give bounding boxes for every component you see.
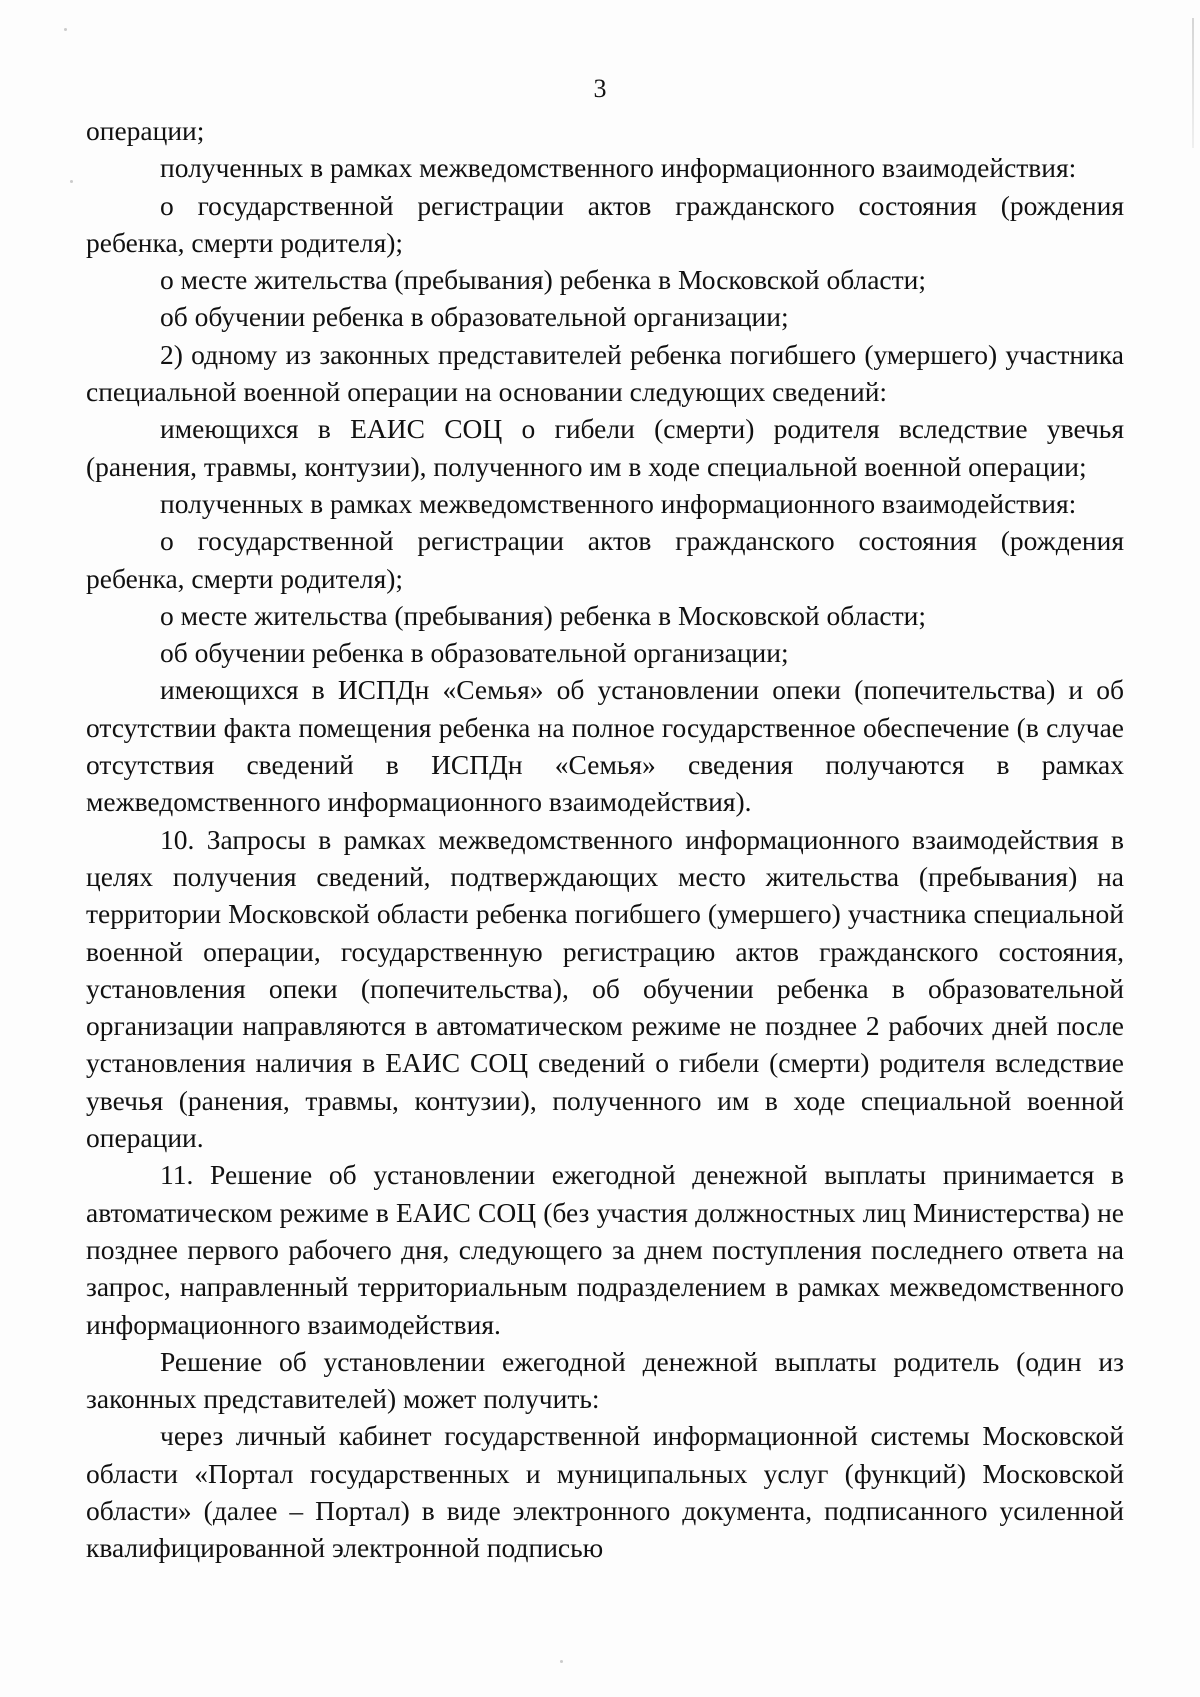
paragraph: о месте жительства (пребывания) ребенка в Московской области; xyxy=(160,264,927,296)
paragraph: о государственной регистрации актов гражданского состояния (рождения ребенка, смерти родителя); xyxy=(86,525,1124,594)
scan-speck xyxy=(70,180,73,183)
paragraph: через личный кабинет государственной информационной системы Московской области «Портал государственных и муниципальных услуг (функций) Московской области» (далее – Портал) в виде электронного документа, подписанного усиленной квалифицированной электронной подписью xyxy=(86,1420,1124,1564)
paragraph: об обучении ребенка в образовательной организации; xyxy=(160,637,789,669)
paragraph: 2) одному из законных представителей ребенка погибшего (умершего) участника специальной военной операции на основании следующих сведений: xyxy=(86,338,1124,408)
paragraph: об обучении ребенка в образовательной организации; xyxy=(160,301,789,333)
paragraph: 10. Запросы в рамках межведомственного информационного взаимодействия в целях получения сведений, подтверждающих место жительства (пребывания) на территории Московской области ребенка погибшего (умершего) участника специальной военной операции, государственную регистрацию актов гражданского состояния, установления опеки (попечительства), об обучении ребенка в образовательной организации направляются в автоматическом режиме не позднее 2 рабочих дней после установления наличия в ЕАИС СОЦ сведений о гибели (смерти) родителя вследствие увечья (ранения, травмы, контузии), полученного им в ходе специальной военной операции. xyxy=(86,823,1124,1154)
paragraph: о месте жительства (пребывания) ребенка в Московской области; xyxy=(160,599,927,631)
paragraph: операции; xyxy=(86,115,205,146)
paragraph: о государственной регистрации актов гражданского состояния (рождения ребенка, смерти родителя); xyxy=(86,189,1124,258)
paragraph: полученных в рамках межведомственного информационного взаимодействия: xyxy=(160,487,1077,519)
scan-speck xyxy=(64,28,67,31)
page-number: 3 xyxy=(593,74,607,103)
paragraph: 11. Решение об установлении ежегодной денежной выплаты принимается в автоматическом режиме в ЕАИС СОЦ (без участия должностных лиц Министерства) не позднее первого рабочего дня, следующего за днем поступления последнего ответа на запрос, направленный территориальным подразделением в рамках межведомственного информационного взаимодействия. xyxy=(86,1159,1124,1340)
scan-speck xyxy=(560,1660,563,1663)
paragraph: имеющихся в ИСПДн «Семья» об установлении опеки (попечительства) и об отсутствии факта помещения ребенка на полное государственное обеспечение (в случае отсутствия сведений в ИСПДн «Семья» сведения получаются в рамках межведомственного информационного взаимодействия). xyxy=(86,674,1124,818)
paragraph: полученных в рамках межведомственного информационного взаимодействия: xyxy=(160,152,1077,184)
paragraph: Решение об установлении ежегодной денежной выплаты родитель (один из законных представителей) может получить: xyxy=(86,1345,1124,1415)
paragraph: имеющихся в ЕАИС СОЦ о гибели (смерти) родителя вследствие увечья (ранения, травмы, контузии), полученного им в ходе специальной военной операции; xyxy=(86,413,1124,482)
document-body xyxy=(86,112,1124,1567)
